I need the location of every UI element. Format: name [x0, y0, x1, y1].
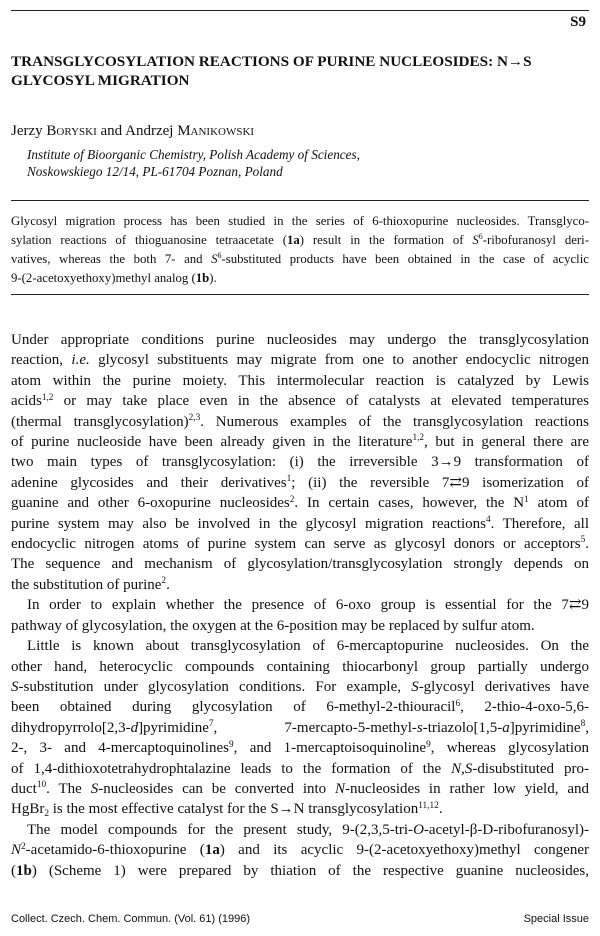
footer-issue: Special Issue [523, 913, 589, 925]
article-title: TRANSGLYCOSYLATION REACTIONS OF PURINE NUCLEOSIDES: N→S GLYCOSYL MIGRATION [11, 53, 532, 89]
abstract-line: sylation reactions of thioguanosine tetraacetate (1a) result in the formation of $S^6$-ribofuranosyl deri- [11, 232, 589, 247]
body-line: The model compounds for the present study, 9-(2,3,5-tri-O-acetyl-β-D-ribofuranosyl)- [27, 821, 589, 838]
author-2-family: Manikowski [177, 123, 255, 139]
body-line: of 1,4-dithioxotetrahydrophtalazine leads to the formation of the N,S-disubstituted pro- [11, 760, 589, 777]
body-line: HgBr$_2$ is the most effective catalyst for the S→N transglycosylation$^{11,12}$. [11, 800, 443, 820]
affiliation [27, 146, 360, 180]
affiliation-line: Institute of Bioorganic Chemistry, Polish Academy of Sciences, [27, 147, 360, 162]
body-line: pathway of glycosylation, the oxygen at the 6-position may be replaced by sulfur atom. [11, 617, 535, 634]
body-line: dihydropyrrolo[2,3-d]pyrimidine$^7$, 7-mercapto-5-methyl-s-triazolo[1,5-a]pyrimidine$^8$, [11, 719, 589, 736]
abstract-top-rule [11, 200, 589, 201]
body-line: guanine and other 6-oxopurine nucleosides$^2$. In certain cases, however, the $N^1$ atom of [11, 494, 589, 512]
page-number: S9 [570, 14, 586, 30]
body-line: 2-, 3- and 4-mercaptoquinolines$^9$, and 1-mercaptoisoquinoline$^9$, whereas glycosylation [11, 739, 590, 757]
body-line: Little is known about transglycosylation of 6-mercaptopurine nucleosides. On the [27, 638, 589, 655]
footer-journal: Collect. Czech. Chem. Commun. (Vol. 61) (1996) [11, 913, 251, 925]
body-line: been obtained during glycosylation of 6-methyl-2-thiouracil$^6$, 2-thio-4-oxo-5,6- [11, 698, 589, 716]
body-line: of purine nucleoside have been already given in the literature$^{1,2}$, but in general there are [11, 433, 589, 451]
author-1-given: Jerzy [11, 123, 43, 139]
author-2-given: Andrzej [125, 123, 174, 139]
abstract-line: vatives, whereas the both 7- and $S^6$-substituted products have been obtained in the case of acyclic [11, 251, 589, 266]
body-text [11, 330, 589, 881]
body-line: atom within the purine moiety. This intermolecular reaction is catalyzed by Lewis [11, 372, 589, 389]
body-line: Under appropriate conditions purine nucleosides may undergo the transglycosylation [11, 332, 589, 348]
author-conjunction: and [100, 123, 123, 139]
body-line: reaction, i.e. glycosyl substituents may migrate from one to another endocyclic nitrogen [11, 352, 589, 369]
abstract-line: Glycosyl migration process has been studied in the series of 6-thioxopurine nucleosides. Transglyco- [11, 214, 589, 228]
body-line: acids$^{1,2}$ or may take place even in the absence of catalysts at elevated temperatures [11, 392, 589, 410]
abstract-bottom-rule [11, 294, 589, 295]
body-line: S-substitution under glycosylation conditions. For example, S-glycosyl derivatives have [11, 678, 589, 695]
body-line: duct$^{10}$. The S-nucleosides can be converted into N-nucleosides in rather low yield, and [11, 780, 589, 797]
body-line: (1b) (Scheme 1) were prepared by thiation of the respective guanine nucleosides, [11, 862, 589, 879]
body-line: the substitution of purine$^2$. [11, 576, 170, 593]
abstract-line: 9-(2-acetoxyethoxy)methyl analog (1b). [11, 271, 217, 285]
body-line: In order to explain whether the presence of 6-oxo group is essential for the 7⇄9 [27, 597, 589, 614]
top-rule [11, 10, 589, 11]
authors [11, 122, 254, 140]
body-line: two main types of transglycosylation: (i) the irreversible 3→9 transformation of [11, 454, 589, 471]
author-1-family: Boryski [46, 123, 97, 139]
body-line: purine system may also be involved in the glycosyl migration reactions$^4$. Therefore, all [11, 515, 589, 532]
body-line: adenine glycosides and their derivatives$^1$; (ii) the reversible 7⇄9 isomerization of [11, 474, 589, 491]
body-line: (thermal transglycosylation)$^{2,3}$. Numerous examples of the transglycosylation reactions [11, 413, 589, 430]
body-line: The sequence and mechanism of glycosylation/transglycosylation strongly depends on [11, 556, 589, 573]
body-line: endocyclic nitrogen atoms of purine system can serve as glycosyl donors or acceptors$^5$. [11, 535, 589, 553]
affiliation-line: Noskowskiego 12/14, PL-61704 Poznan, Poland [27, 164, 283, 179]
abstract [11, 212, 589, 288]
body-line: $N^2-acetamido-6$-thioxopurine (1a) and its acyclic 9-(2-acetoxyethoxy)methyl congener [11, 841, 589, 859]
body-line: other hand, heterocyclic compounds containing thiocarbonyl group partially undergo [11, 658, 589, 675]
